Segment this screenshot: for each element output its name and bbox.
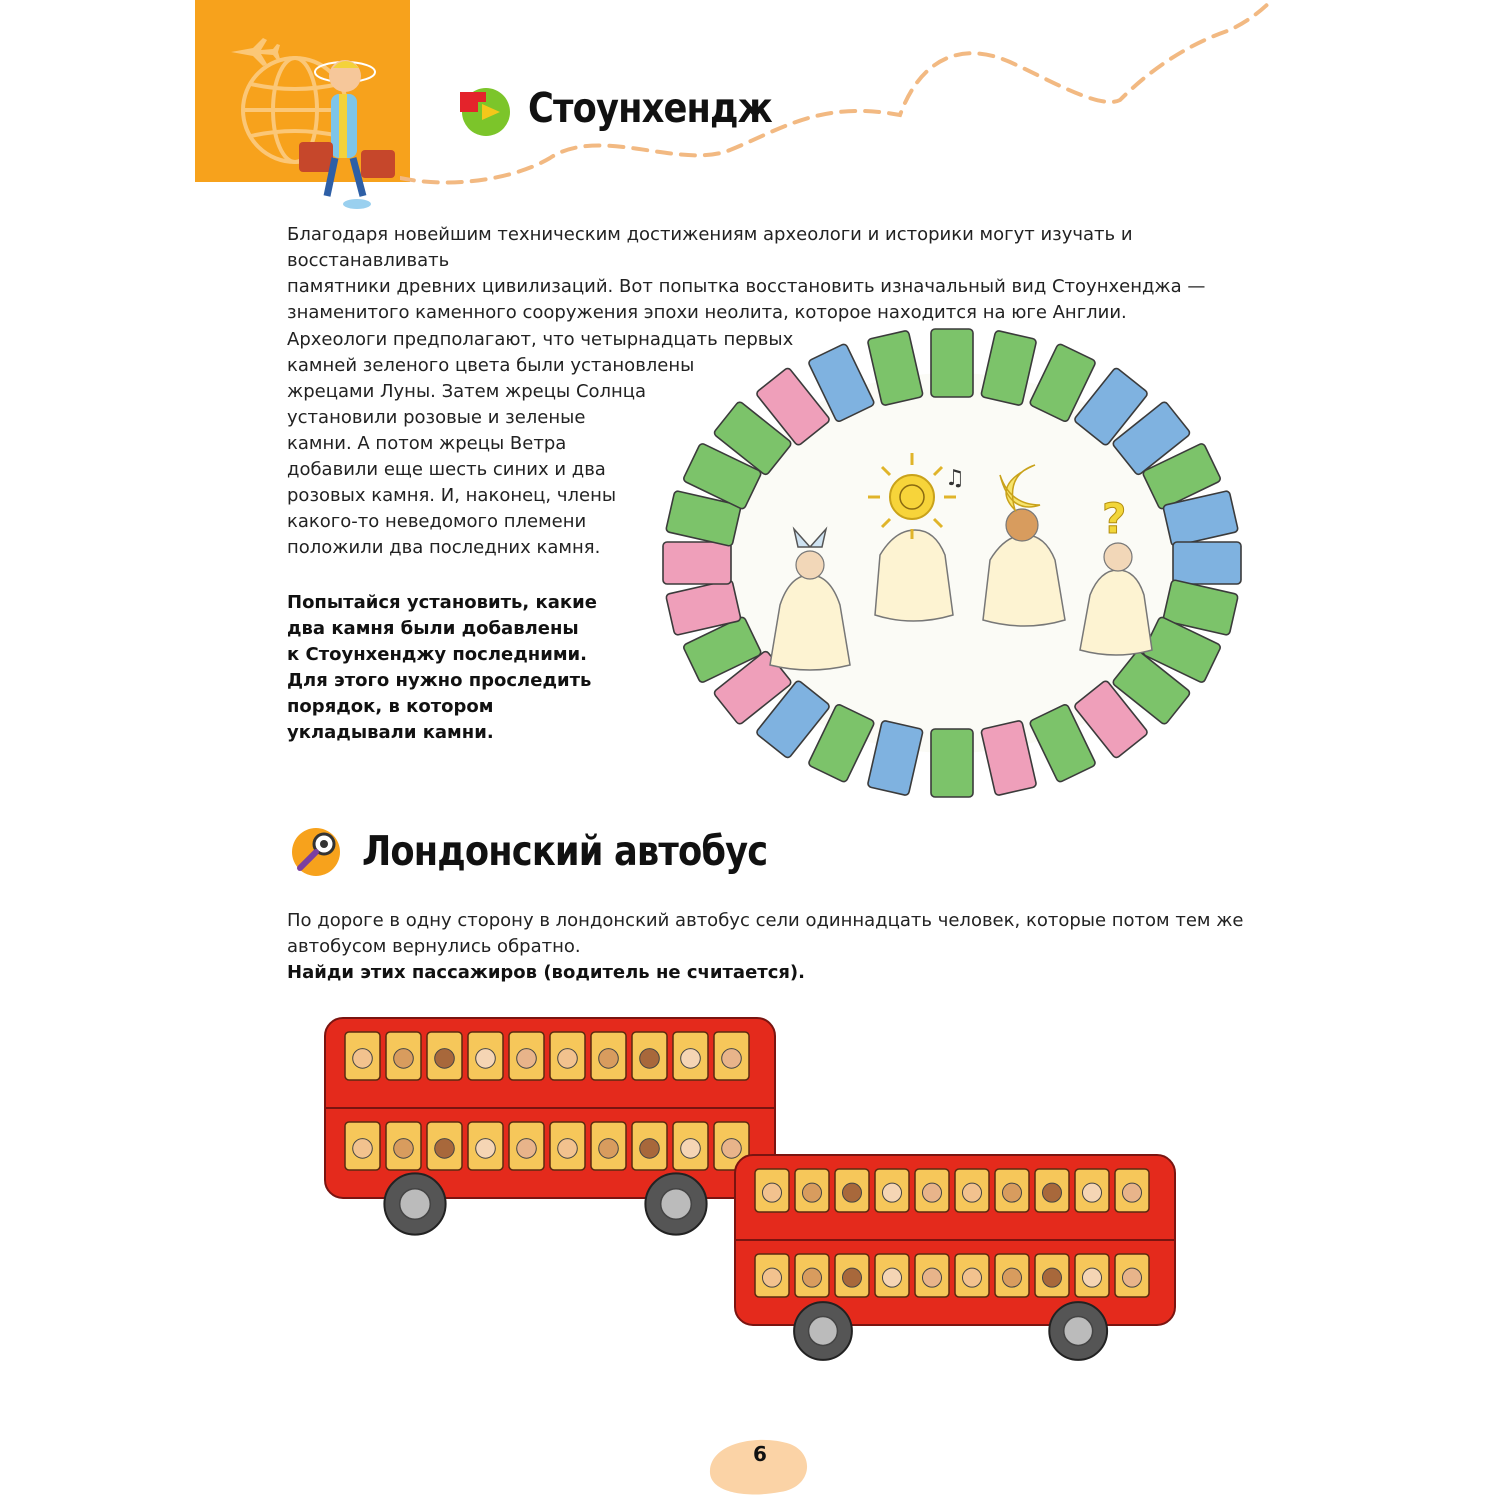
- intro-line: памятники древних цивилизаций. Вот попытка восстановить изначальный вид Стоунхенджа —: [287, 276, 1206, 297]
- passenger-face: [802, 1268, 821, 1287]
- page-number: 6: [753, 1442, 767, 1466]
- passenger-face: [1002, 1183, 1021, 1202]
- traveler-illustration: [195, 0, 425, 215]
- task-line: Попытайся установить, какие: [287, 592, 597, 613]
- bus-task: Найди этих пассажиров (водитель не считается).: [287, 962, 806, 983]
- passenger-face: [1042, 1183, 1061, 1202]
- passenger-face: [842, 1183, 861, 1202]
- intro-line: знаменитого каменного сооружения эпохи неолита, которое находится на юге Англии.: [287, 302, 1127, 323]
- passenger-face: [435, 1049, 455, 1069]
- bus-intro: [287, 908, 1287, 986]
- stonehenge-intro: [287, 222, 1287, 326]
- passenger-face: [599, 1049, 619, 1069]
- passenger-face: [882, 1268, 901, 1287]
- stone: [663, 542, 731, 584]
- passenger-face: [1002, 1268, 1021, 1287]
- body-line: добавили еще шесть синих и два: [287, 459, 606, 480]
- passenger-face: [558, 1049, 578, 1069]
- wheel-hub: [400, 1189, 431, 1220]
- question-mark-icon: ?: [1102, 494, 1127, 543]
- passenger-face: [882, 1183, 901, 1202]
- passenger-face: [722, 1139, 742, 1159]
- intro-line: По дороге в одну сторону в лондонский автобус сели одиннадцать человек, которые потом тем же: [287, 910, 1244, 931]
- stonehenge-task: [287, 590, 647, 746]
- passenger-face: [1122, 1268, 1141, 1287]
- wheel-hub: [1064, 1317, 1093, 1346]
- passenger-face: [599, 1139, 619, 1159]
- passenger-face: [1082, 1183, 1101, 1202]
- magnifier-badge-icon: [286, 822, 348, 878]
- passenger-face: [640, 1139, 660, 1159]
- passenger-face: [1082, 1268, 1101, 1287]
- passenger-face: [1122, 1183, 1141, 1202]
- music-note-icon: ♫: [945, 466, 965, 491]
- passenger-face: [476, 1139, 496, 1159]
- body-line: камни. А потом жрецы Ветра: [287, 433, 567, 454]
- passenger-face: [353, 1049, 373, 1069]
- task-line: порядок, в котором: [287, 696, 494, 717]
- passenger-face: [476, 1049, 496, 1069]
- passenger-face: [394, 1049, 414, 1069]
- passenger-face: [1042, 1268, 1061, 1287]
- task-line: два камня были добавлены: [287, 618, 579, 639]
- bus-return: [735, 1155, 1175, 1360]
- body-line: камней зеленого цвета были установлены: [287, 355, 695, 376]
- passenger-face: [558, 1139, 578, 1159]
- passenger-face: [762, 1268, 781, 1287]
- passenger-face: [517, 1139, 537, 1159]
- intro-line: Благодаря новейшим техническим достижениям археологи и историки могут изучать и восстанавливать: [287, 224, 1133, 271]
- passenger-face: [640, 1049, 660, 1069]
- passenger-face: [962, 1268, 981, 1287]
- passenger-face: [922, 1268, 941, 1287]
- passenger-face: [681, 1139, 701, 1159]
- bus-outbound: [325, 1018, 775, 1235]
- body-line: установили розовые и зеленые: [287, 407, 586, 428]
- body-line: какого-то неведомого племени: [287, 511, 587, 532]
- section-title-stonehenge: Стоунхендж: [528, 84, 772, 132]
- passenger-face: [681, 1049, 701, 1069]
- passenger-face: [722, 1049, 742, 1069]
- buses-illustration: [310, 1000, 1200, 1375]
- puzzle-badge-icon: [452, 82, 516, 138]
- body-line: положили два последних камня.: [287, 537, 601, 558]
- passenger-face: [922, 1183, 941, 1202]
- body-line: Археологи предполагают, что четырнадцать первых: [287, 329, 794, 350]
- body-line: розовых камня. И, наконец, члены: [287, 485, 617, 506]
- stone: [1173, 542, 1241, 584]
- task-line: к Стоунхенджу последними.: [287, 644, 587, 665]
- passenger-face: [802, 1183, 821, 1202]
- passenger-face: [762, 1183, 781, 1202]
- wheel-hub: [661, 1189, 692, 1220]
- passenger-face: [517, 1049, 537, 1069]
- section-title-london-bus: Лондонский автобус: [362, 827, 768, 875]
- stonehenge-illustration: [650, 325, 1260, 800]
- stone: [931, 729, 973, 797]
- wheel-hub: [809, 1317, 838, 1346]
- passenger-face: [842, 1268, 861, 1287]
- passenger-face: [394, 1139, 414, 1159]
- passenger-face: [435, 1139, 455, 1159]
- passenger-face: [353, 1139, 373, 1159]
- intro-line: автобусом вернулись обратно.: [287, 936, 581, 957]
- task-line: Для этого нужно проследить: [287, 670, 592, 691]
- passenger-face: [962, 1183, 981, 1202]
- stone: [931, 329, 973, 397]
- task-line: укладывали камни.: [287, 722, 494, 743]
- body-line: жрецами Луны. Затем жрецы Солнца: [287, 381, 647, 402]
